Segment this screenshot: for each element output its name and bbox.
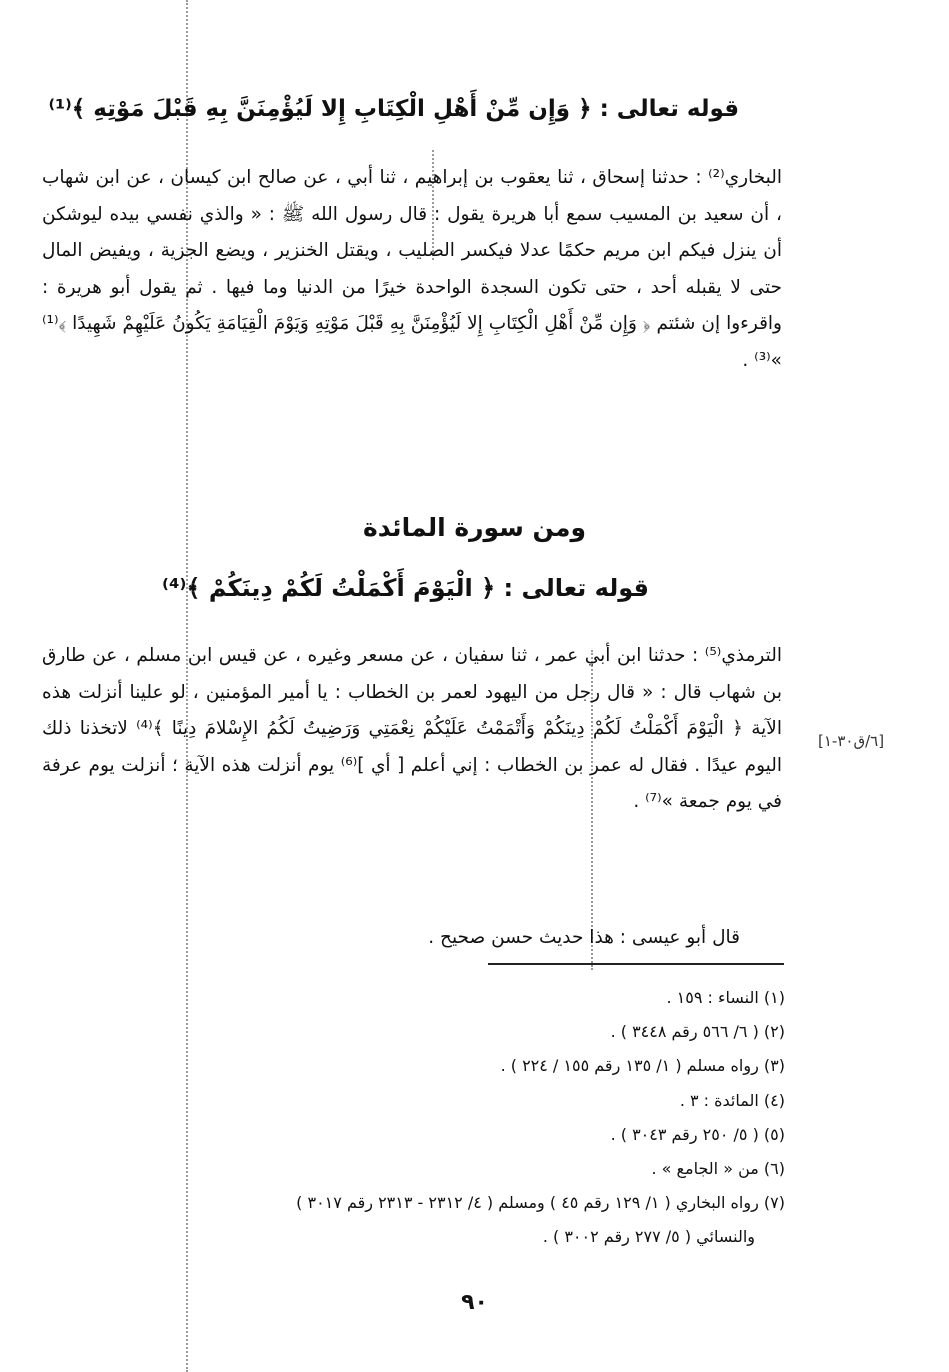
grading-text: قال أبو عيسى : هذا حديث حسن صحيح .: [428, 927, 740, 948]
footnote: (٤) المائدة : ٣ .: [679, 1090, 785, 1110]
hadith-text: البخاري⁽²⁾ : حدثنا إسحاق ، ثنا يعقوب بن إبراهيم ، ثنا أبي ، عن صالح ابن كيسان ، عن ابن شهاب ، أن سعيد بن المسيب سمع أبا هريرة يقول : قال رسول الله ﷺ : « والذي نفسي بيده ليوشكن أن ينزل فيكم ابن مريم حكمًا عدلا فيكسر الصليب ، ويقتل الخنزير ، ويضع الجزية ، ويفيض المال حتى لا يقبله أحد ، حتى تكون السجدة الواحدة خيرًا من الدنيا وما فيها . ثم يقول أبو هريرة : واقرءوا إن شئتم ﴿ وَإِن مِّنْ أَهْلِ الْكِتَابِ إِلا لَيُؤْمِنَنَّ بِهِ قَبْلَ مَوْتِهِ وَيَوْمَ الْقِيَامَةِ يَكُونُ عَلَيْهِمْ شَهِيدًا ﴾⁽¹⁾ »⁽³⁾ .: [42, 167, 782, 371]
footnote: (٧) رواه البخاري ( ١/ ١٢٩ رقم ٤٥ ) ومسلم ( ٤/ ٢٣١٢ - ٢٣١٣ رقم ٣٠١٧ ): [296, 1193, 785, 1213]
margin-manuscript-reference: [٦/ق٣٠-١]: [818, 732, 885, 750]
section-heading-nisa: قوله تعالى : ﴿ وَإِن مِّنْ أَهْلِ الْكِتَابِ إِلا لَيُؤْمِنَنَّ بِهِ قَبْلَ مَوْتِهِ ﴾⁽¹⁾: [48, 96, 739, 122]
footnote: (٦) من « الجامع » .: [651, 1159, 785, 1179]
footnote-separator: [488, 963, 784, 965]
footnotes-list: [30, 981, 785, 1255]
page-number: ٩٠: [461, 1290, 488, 1315]
footnote: (١) النساء : ١٥٩ .: [666, 988, 785, 1007]
footnote: (٣) رواه مسلم ( ١/ ١٣٥ رقم ١٥٥ / ٢٢٤ ) .: [500, 1056, 785, 1076]
hadith-text: الترمذي⁽⁵⁾ : حدثنا ابن أبي عمر ، ثنا سفيان ، عن مسعر وغيره ، عن قيس ابن مسلم ، عن طارق بن شهاب قال : « قال رجل من اليهود لعمر بن الخطاب : يا أمير المؤمنين ، لو علينا أنزلت هذه الآية ﴿ الْيَوْمَ أَكْمَلْتُ لَكُمْ دِينَكُمْ وَأَتْمَمْتُ عَلَيْكُمْ نِعْمَتِي وَرَضِيتُ لَكُمُ الإِسْلامَ دِينًا ﴾⁽⁴⁾ لاتخذنا ذلك اليوم عيدًا . فقال له عمر بن الخطاب : إني أعلم [ أي ]⁽⁶⁾ يوم أنزلت هذه الآية ؛ أنزلت يوم عرفة في يوم جمعة »⁽⁷⁾ .: [42, 645, 782, 812]
surah-title: ومن سورة المائدة: [362, 513, 587, 542]
tirmidhi-grading-line: [200, 920, 740, 957]
footnote: (٢) ( ٦/ ٥٦٦ رقم ٣٤٤٨ ) .: [610, 1022, 785, 1042]
hadith-paragraph-bukhari: [42, 160, 782, 490]
section-heading-maida: قوله تعالى : ﴿ الْيَوْمَ أَكْمَلْتُ لَكُمْ دِينَكُمْ ﴾⁽⁴⁾: [162, 574, 649, 602]
footnote: (٥) ( ٥/ ٢٥٠ رقم ٣٠٤٣ ) .: [610, 1124, 785, 1144]
footnote-continuation: والنسائي ( ٥/ ٢٧٧ رقم ٣٠٠٢ ) .: [542, 1227, 755, 1247]
hadith-paragraph-tirmidhi: [42, 638, 782, 918]
